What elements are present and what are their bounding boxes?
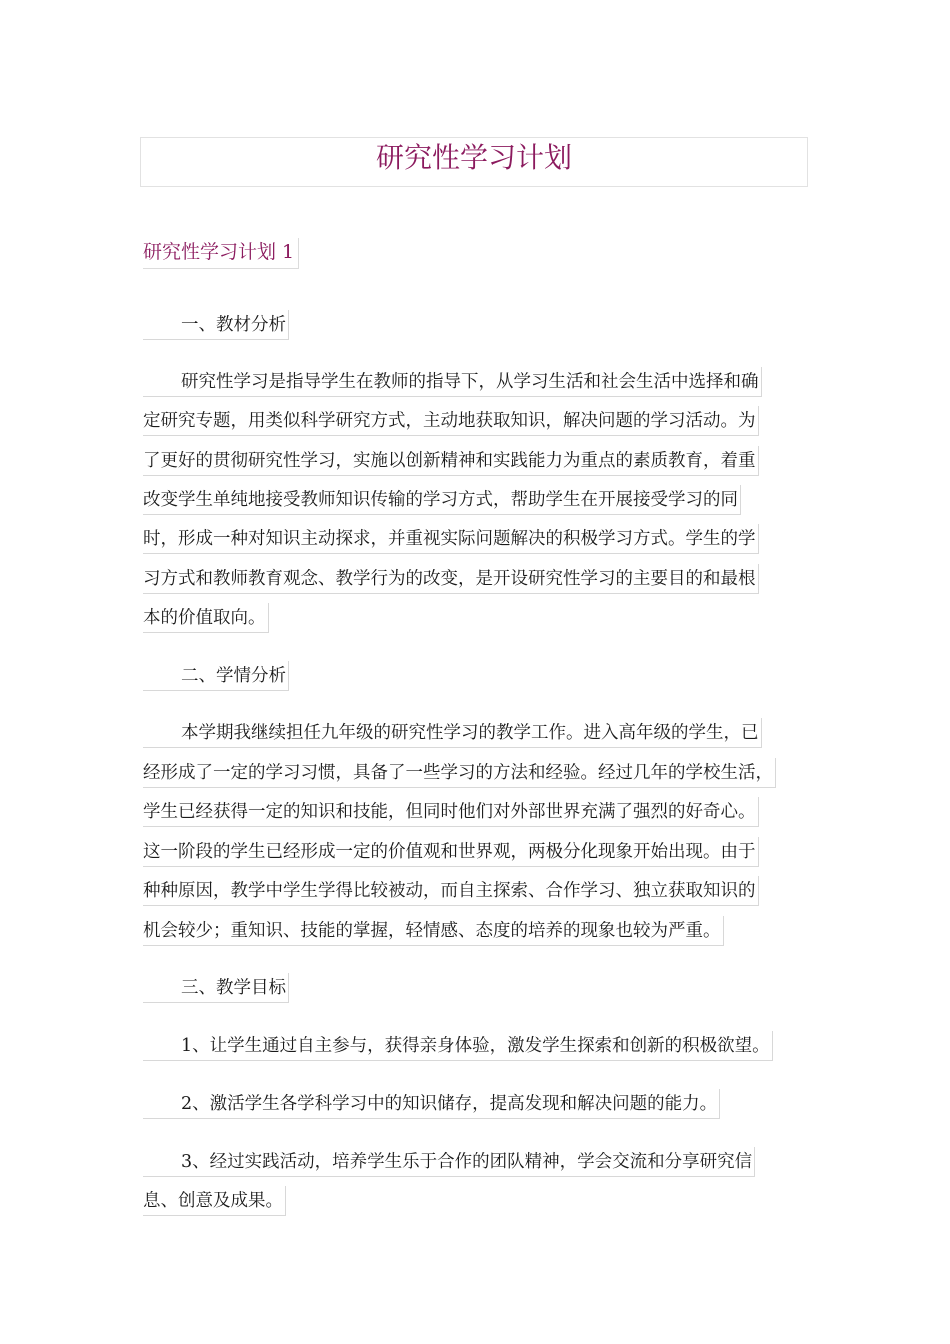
paragraph-line: 本学期我继续担任九年级的研究性学习的教学工作。进入高年级的学生，已: [143, 718, 762, 748]
paragraph-line: 习方式和教师教育观念、教学行为的改变，是开设研究性学习的主要目的和最根: [143, 564, 759, 594]
paragraph-line: 学生已经获得一定的知识和技能，但同时他们对外部世界充满了强烈的好奇心。: [143, 797, 759, 827]
section-heading-students: 二、学情分析: [143, 661, 289, 691]
goal-item-3-continued: 息、创意及成果。: [143, 1186, 286, 1216]
paragraph-line: 这一阶段的学生已经形成一定的价值观和世界观，两极分化现象开始出现。由于: [143, 837, 759, 867]
section-heading-materials: 一、教材分析: [143, 310, 289, 340]
section-heading-goals: 三、教学目标: [143, 973, 289, 1003]
goal-item-1: 1、让学生通过自主参与，获得亲身体验，激发学生探索和创新的积极欲望。: [143, 1031, 773, 1061]
paragraph-line: 改变学生单纯地接受教师知识传输的学习方式，帮助学生在开展接受学习的同: [143, 485, 741, 515]
paragraph-line: 本的价值取向。: [143, 603, 269, 633]
paragraph-line: 种种原因，教学中学生学得比较被动，而自主探索、合作学习、独立获取知识的: [143, 876, 759, 906]
goal-item-3: 3、经过实践活动，培养学生乐于合作的团队精神，学会交流和分享研究信: [143, 1147, 755, 1177]
paragraph-line: 机会较少；重知识、技能的掌握，轻情感、态度的培养的现象也较为严重。: [143, 916, 724, 946]
paragraph-line: 经形成了一定的学习习惯，具备了一些学习的方法和经验。经过几年的学校生活，: [143, 758, 776, 788]
paragraph-line: 时，形成一种对知识主动探求，并重视实际问题解决的积极学习方式。学生的学: [143, 524, 759, 554]
paragraph-line: 定研究专题，用类似科学研究方式，主动地获取知识，解决问题的学习活动。为: [143, 406, 759, 436]
goal-item-2: 2、激活学生各学科学习中的知识储存，提高发现和解决问题的能力。: [143, 1089, 720, 1119]
document-subtitle: 研究性学习计划 1: [143, 238, 299, 269]
paragraph-line: 研究性学习是指导学生在教师的指导下，从学习生活和社会生活中选择和确: [143, 367, 762, 397]
document-title: 研究性学习计划: [140, 137, 808, 187]
paragraph-line: 了更好的贯彻研究性学习，实施以创新精神和实践能力为重点的素质教育，着重: [143, 446, 759, 476]
